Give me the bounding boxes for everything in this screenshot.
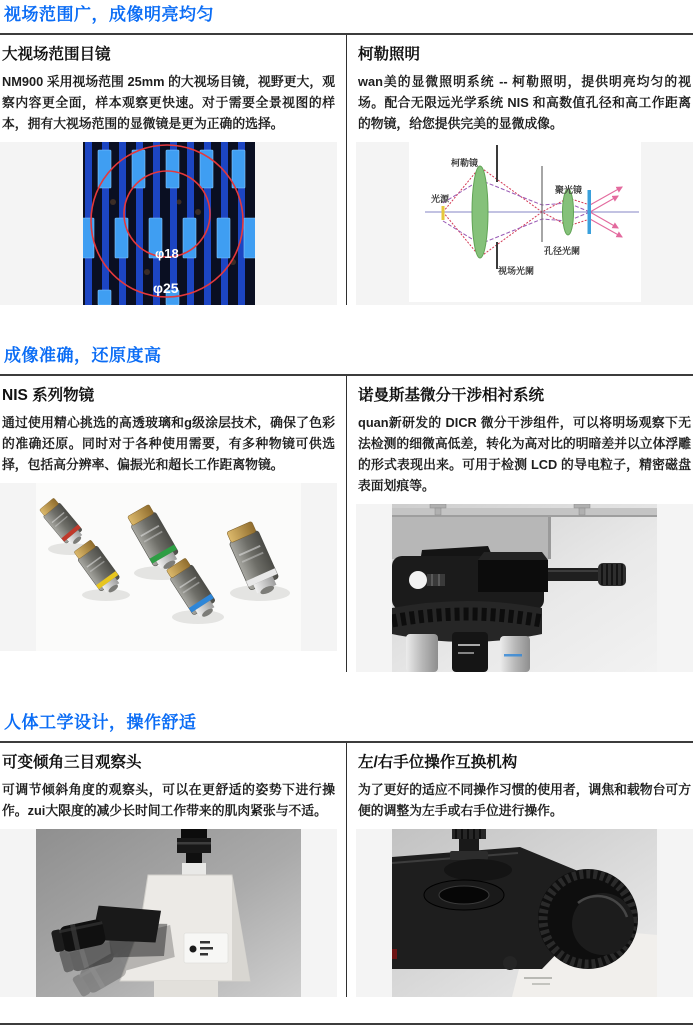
fov-image-block — [0, 142, 337, 305]
feature-description: 通过使用精心挑选的高透玻璃和g级涂层技术，确保了色彩的准确还原。同时对于各种使用需要，有多种物镜可供选择，包括高分辨率、偏振光和超长工作距离物镜。 — [2, 415, 335, 472]
focus-knobs-photo — [392, 829, 657, 997]
section-header: 视场范围广，成像明亮均匀 — [4, 5, 214, 24]
fov-outer-label: φ25 — [152, 280, 179, 296]
feature-dic — [356, 376, 693, 672]
kohler-diagram — [409, 142, 641, 302]
feature-description: wan美的显微照明系统 -- 柯勒照明，提供明亮均匀的视场。配合无限远光学系统 NIS 和高数值孔径和高工作距离的物镜，给您提供完美的显微成像。 — [358, 74, 691, 131]
feature-title: 大视场范围目镜 — [2, 46, 111, 63]
aperture-diaphragm-label: 孔径光阑 — [543, 246, 580, 256]
section-header: 成像准确，还原度高 — [4, 346, 162, 365]
light-source-label: 光源 — [430, 194, 449, 204]
feature-tilting-head — [0, 743, 337, 997]
column-divider — [346, 376, 347, 672]
feature-description: 为了更好的适应不同操作习惯的使用者，调焦和载物台可方便的调整为左手或右手位进行操作。 — [358, 782, 691, 818]
feature-description: 可调节倾斜角度的观察头，可以在更舒适的姿势下进行操作。zui大限度的减少长时间工作带来的肌肉紧张与不适。 — [2, 782, 335, 818]
condenser-lens-shape — [562, 189, 573, 235]
dic-slider-photo — [392, 504, 657, 672]
kohler-lens-shape — [472, 166, 488, 258]
kohler-image-block — [356, 142, 693, 305]
column-divider — [346, 743, 347, 997]
specimen-plane-shape — [587, 190, 591, 234]
section-field-of-view — [0, 0, 693, 305]
feature-description: quan新研发的 DICR 微分干涉组件，可以将明场观察下无法检测的细微高低差，转化为高对比的明暗差并以立体浮雕的形式表现出来。可用于检测 LCD 的导电粒子，精密磁盘表面划痕等。 — [358, 415, 691, 493]
feature-title: 柯勒照明 — [358, 46, 421, 63]
feature-columns — [0, 35, 693, 305]
objectives-photo — [36, 483, 301, 651]
kohler-lens-label: 柯勒镜 — [450, 158, 478, 168]
section-ergonomics — [0, 708, 693, 997]
field-diaphragm-label: 视场光阑 — [497, 266, 534, 276]
feature-description: NM900 采用视场范围 25mm 的大视场目镜，视野更大，观察内容更全面，样本观察更快速。对于需要全景视图的样本，拥有大视场范围的显微镜是更为正确的选择。 — [2, 74, 335, 131]
section-imaging-accuracy — [0, 341, 693, 672]
objectives-image-block — [0, 483, 337, 651]
dic-image-block — [356, 504, 693, 672]
trinocular-head-photo — [36, 829, 301, 997]
feature-columns — [0, 743, 693, 997]
feature-title: NIS 系列物镜 — [2, 387, 95, 404]
fov-inner-label: φ18 — [154, 246, 179, 261]
feature-columns — [0, 376, 693, 672]
page-bottom-rule — [0, 1023, 693, 1025]
condenser-label: 聚光镜 — [554, 185, 582, 195]
focus-image-block — [356, 829, 693, 997]
feature-kohler — [356, 35, 693, 305]
feature-title: 左/右手位操作互换机构 — [358, 754, 518, 771]
feature-eyepiece — [0, 35, 337, 305]
feature-hand-swap — [356, 743, 693, 997]
column-divider — [346, 35, 347, 305]
feature-title: 可变倾角三目观察头 — [2, 754, 142, 771]
fov-comparison-image — [83, 142, 255, 305]
feature-objectives — [0, 376, 337, 672]
head-image-block — [0, 829, 337, 997]
section-header: 人体工学设计，操作舒适 — [4, 713, 197, 732]
feature-title: 诺曼斯基微分干涉相衬系统 — [358, 387, 545, 404]
